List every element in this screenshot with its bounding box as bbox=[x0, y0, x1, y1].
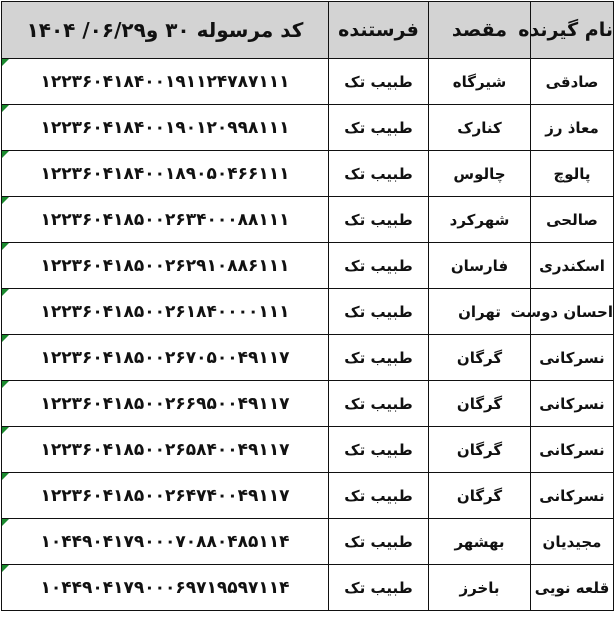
cell-destination[interactable]: گرگان bbox=[429, 427, 531, 473]
cell-tracking-code[interactable] bbox=[2, 565, 329, 611]
cell-tracking-code[interactable] bbox=[2, 243, 329, 289]
error-indicator-icon bbox=[2, 151, 9, 158]
cell-sender[interactable]: طبیب تک bbox=[329, 289, 429, 335]
cell-sender[interactable]: طبیب تک bbox=[329, 381, 429, 427]
cell-recipient[interactable]: نسرکانی bbox=[531, 381, 614, 427]
cell-sender[interactable]: طبیب تک bbox=[329, 519, 429, 565]
cell-tracking-code[interactable] bbox=[2, 197, 329, 243]
table-row bbox=[2, 59, 614, 105]
cell-destination[interactable]: شیرگاه bbox=[429, 59, 531, 105]
cell-recipient[interactable]: معاذ رز bbox=[531, 105, 614, 151]
error-indicator-icon bbox=[2, 59, 9, 66]
table-row bbox=[2, 197, 614, 243]
cell-tracking-code[interactable] bbox=[2, 473, 329, 519]
header-sender[interactable]: فرستنده bbox=[329, 2, 429, 59]
error-indicator-icon bbox=[2, 197, 9, 204]
error-indicator-icon bbox=[2, 565, 9, 572]
tracking-code-text: ۱۲۲۳۶۰۴۱۸۵۰۰۲۶۳۴۰۰۰۸۸۱۱۱ bbox=[40, 209, 290, 230]
cell-recipient[interactable]: احسان دوست bbox=[531, 289, 614, 335]
cell-destination[interactable]: گرگان bbox=[429, 473, 531, 519]
shipment-table bbox=[1, 1, 614, 611]
cell-recipient[interactable]: اسکندری bbox=[531, 243, 614, 289]
cell-recipient[interactable]: پالوچ bbox=[531, 151, 614, 197]
table-row bbox=[2, 243, 614, 289]
cell-tracking-code[interactable] bbox=[2, 105, 329, 151]
cell-recipient[interactable]: نسرکانی bbox=[531, 427, 614, 473]
cell-sender[interactable]: طبیب تک bbox=[329, 427, 429, 473]
tracking-code-text: ۱۲۲۳۶۰۴۱۸۵۰۰۲۶۲۹۱۰۸۸۶۱۱۱ bbox=[40, 255, 290, 276]
cell-sender[interactable]: طبیب تک bbox=[329, 335, 429, 381]
table-row bbox=[2, 473, 614, 519]
header-row bbox=[2, 2, 614, 59]
table-row bbox=[2, 381, 614, 427]
table-row bbox=[2, 105, 614, 151]
tracking-code-text: ۱۰۴۴۹۰۴۱۷۹۰۰۰۷۰۸۸۰۴۸۵۱۱۴ bbox=[40, 531, 290, 552]
table-row bbox=[2, 151, 614, 197]
cell-sender[interactable]: طبیب تک bbox=[329, 243, 429, 289]
tracking-code-text: ۱۲۲۳۶۰۴۱۸۵۰۰۲۶۷۰۵۰۰۴۹۱۱۷ bbox=[40, 347, 290, 368]
cell-recipient[interactable]: مجیدیان bbox=[531, 519, 614, 565]
cell-sender[interactable]: طبیب تک bbox=[329, 105, 429, 151]
header-destination[interactable]: مقصد bbox=[429, 2, 531, 59]
table-row bbox=[2, 427, 614, 473]
cell-tracking-code[interactable] bbox=[2, 427, 329, 473]
table-row bbox=[2, 519, 614, 565]
tracking-code-text: ۱۲۲۳۶۰۴۱۸۵۰۰۲۶۴۷۴۰۰۴۹۱۱۷ bbox=[40, 485, 290, 506]
cell-recipient[interactable]: قلعه نویی bbox=[531, 565, 614, 611]
cell-recipient[interactable]: نسرکانی bbox=[531, 473, 614, 519]
cell-tracking-code[interactable] bbox=[2, 289, 329, 335]
cell-destination[interactable]: بهشهر bbox=[429, 519, 531, 565]
tracking-code-text: ۱۲۲۳۶۰۴۱۸۵۰۰۲۶۵۸۴۰۰۴۹۱۱۷ bbox=[40, 439, 290, 460]
table-row bbox=[2, 289, 614, 335]
cell-tracking-code[interactable] bbox=[2, 519, 329, 565]
table-body bbox=[2, 59, 614, 611]
cell-recipient[interactable]: نسرکانی bbox=[531, 335, 614, 381]
tracking-code-text: ۱۰۴۴۹۰۴۱۷۹۰۰۰۶۹۷۱۹۵۹۷۱۱۴ bbox=[40, 577, 290, 598]
cell-tracking-code[interactable] bbox=[2, 381, 329, 427]
cell-destination[interactable]: تهران bbox=[429, 289, 531, 335]
cell-destination[interactable]: چالوس bbox=[429, 151, 531, 197]
table-row bbox=[2, 335, 614, 381]
tracking-code-text: ۱۲۲۳۶۰۴۱۸۴۰۰۱۸۹۰۵۰۴۶۶۱۱۱ bbox=[40, 163, 290, 184]
header-tracking-code[interactable]: کد مرسوله ۳۰ و۰۶/۲۹/ ۱۴۰۴ bbox=[2, 2, 329, 59]
cell-tracking-code[interactable] bbox=[2, 59, 329, 105]
error-indicator-icon bbox=[2, 427, 9, 434]
cell-tracking-code[interactable] bbox=[2, 335, 329, 381]
error-indicator-icon bbox=[2, 289, 9, 296]
cell-destination[interactable]: باخرز bbox=[429, 565, 531, 611]
error-indicator-icon bbox=[2, 381, 9, 388]
cell-destination[interactable]: گرگان bbox=[429, 335, 531, 381]
tracking-code-text: ۱۲۲۳۶۰۴۱۸۵۰۰۲۶۶۹۵۰۰۴۹۱۱۷ bbox=[40, 393, 290, 414]
header-recipient[interactable]: نام گیرنده bbox=[531, 2, 614, 59]
cell-sender[interactable]: طبیب تک bbox=[329, 197, 429, 243]
cell-sender[interactable]: طبیب تک bbox=[329, 565, 429, 611]
cell-sender[interactable]: طبیب تک bbox=[329, 59, 429, 105]
cell-destination[interactable]: کنارک bbox=[429, 105, 531, 151]
error-indicator-icon bbox=[2, 335, 9, 342]
cell-tracking-code[interactable] bbox=[2, 151, 329, 197]
cell-recipient[interactable]: صادقی bbox=[531, 59, 614, 105]
cell-recipient[interactable]: صالحی bbox=[531, 197, 614, 243]
error-indicator-icon bbox=[2, 519, 9, 526]
cell-destination[interactable]: گرگان bbox=[429, 381, 531, 427]
cell-destination[interactable]: فارسان bbox=[429, 243, 531, 289]
tracking-code-text: ۱۲۲۳۶۰۴۱۸۴۰۰۱۹۰۱۲۰۹۹۸۱۱۱ bbox=[40, 117, 290, 138]
error-indicator-icon bbox=[2, 105, 9, 112]
error-indicator-icon bbox=[2, 473, 9, 480]
tracking-code-text: ۱۲۲۳۶۰۴۱۸۴۰۰۱۹۱۱۲۴۷۸۷۱۱۱ bbox=[40, 71, 290, 92]
table-row bbox=[2, 565, 614, 611]
cell-sender[interactable]: طبیب تک bbox=[329, 151, 429, 197]
tracking-code-text: ۱۲۲۳۶۰۴۱۸۵۰۰۲۶۱۸۴۰۰۰۰۱۱۱ bbox=[40, 301, 290, 322]
cell-destination[interactable]: شهرکرد bbox=[429, 197, 531, 243]
cell-sender[interactable]: طبیب تک bbox=[329, 473, 429, 519]
error-indicator-icon bbox=[2, 243, 9, 250]
